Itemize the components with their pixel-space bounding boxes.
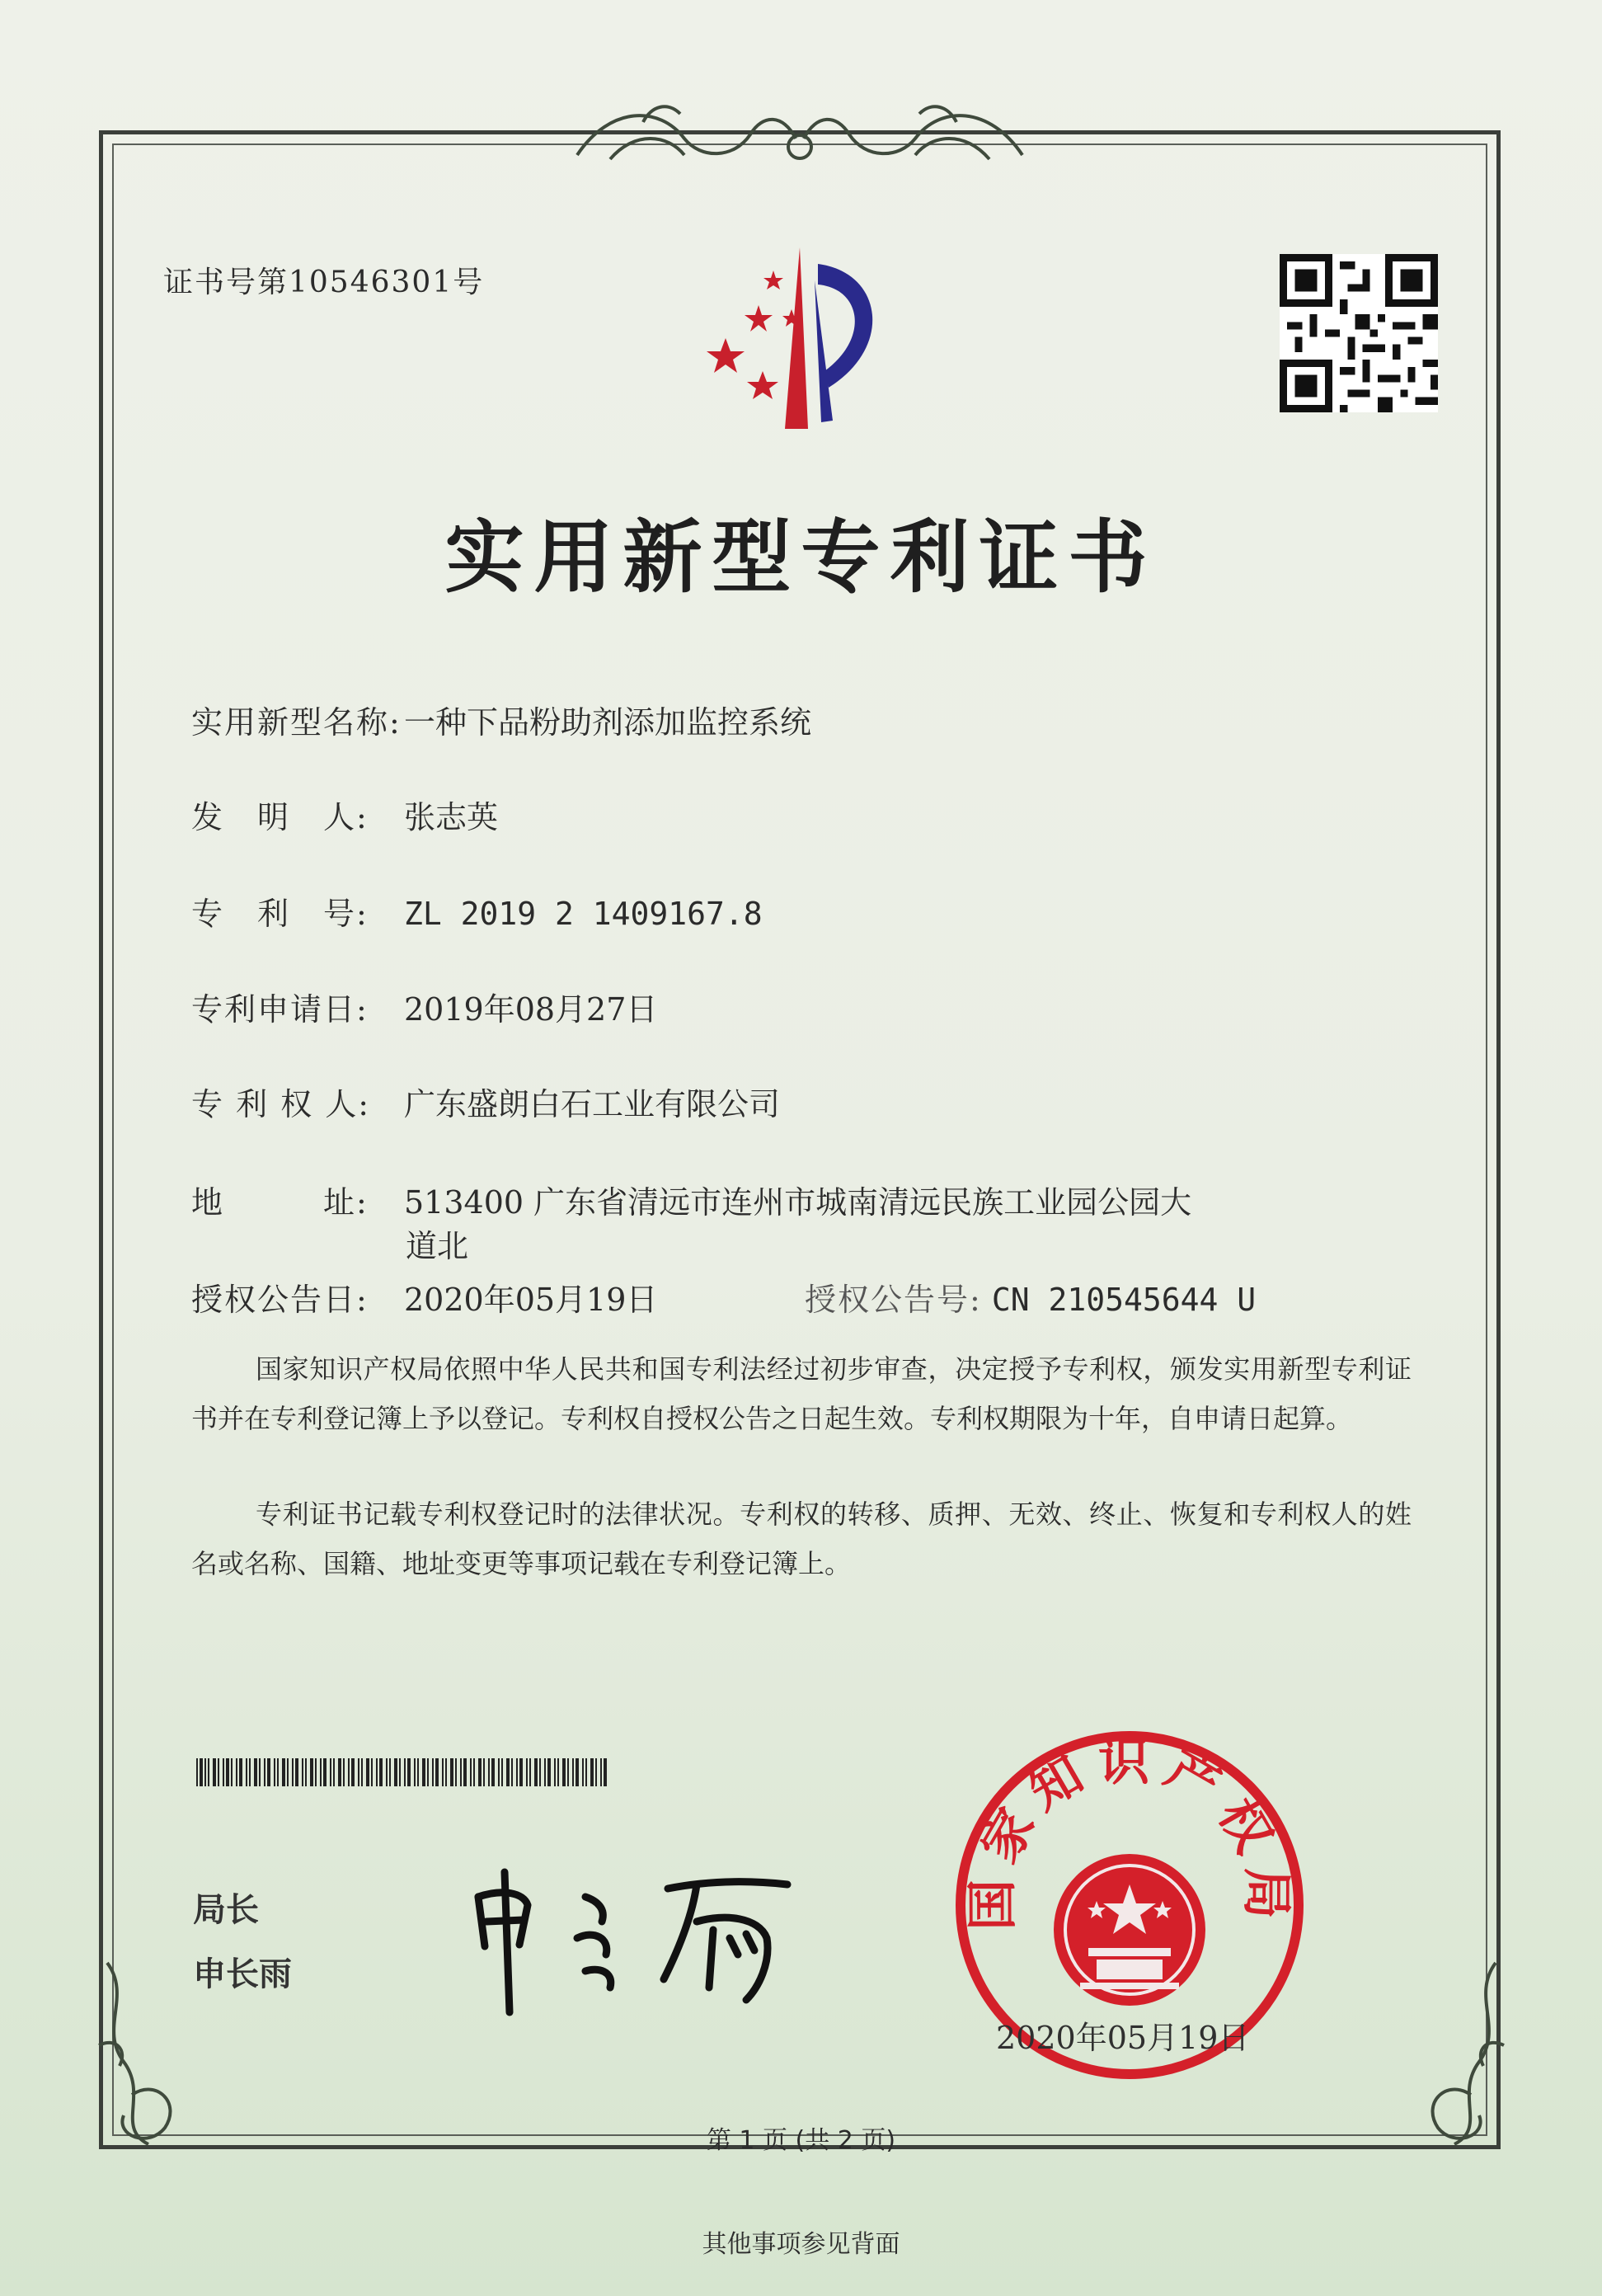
field-value: 513400 广东省清远市连州市城南清远民族工业园公园大 — [404, 1184, 1192, 1221]
field-grant-number — [805, 1274, 1256, 1320]
patent-office-emblem-icon — [676, 247, 923, 437]
field-label: 地 址: — [191, 1184, 369, 1221]
field-value: 2019年08月27日 — [404, 991, 658, 1028]
certificate-title: 实用新型专利证书 — [444, 510, 1158, 604]
director-name: 申长雨 — [193, 1955, 292, 1993]
field-label: 专利申请日: — [191, 991, 369, 1028]
field-patent-number — [191, 888, 763, 934]
ornament-top-icon — [561, 89, 1039, 172]
field-value: 张志英 — [404, 799, 499, 835]
body-paragraph-1: 国家知识产权局依照中华人民共和国专利法经过初步审查，决定授予专利权，颁发实用新型专利证书并在专利登记簿上予以登记。专利权自授权公告之日起生效。专利权期限为十年，自申请日起算。 — [191, 1353, 1412, 1434]
field-label: 授权公告号: — [805, 1282, 982, 1318]
qr-code-icon — [1280, 254, 1438, 412]
certificate-number: 证书号第10546301号 — [163, 266, 485, 299]
field-label: 授权公告日: — [191, 1282, 369, 1318]
field-value: 广东盛朗白石工业有限公司 — [404, 1086, 781, 1122]
field-value: ZL 2019 2 1409167.8 — [404, 896, 763, 932]
director-title: 局长 — [193, 1891, 259, 1929]
field-label: 专 利 权 人: — [191, 1086, 371, 1122]
seal-date: 2020年05月19日 — [996, 2020, 1250, 2056]
footer-note: 其他事项参见背面 — [702, 2230, 900, 2259]
field-label: 实用新型名称: — [191, 704, 402, 741]
field-inventor — [191, 792, 498, 837]
body-paragraph-2: 专利证书记载专利权登记时的法律状况。专利权的转移、质押、无效、终止、恢复和专利权人的姓名或名称、国籍、地址变更等事项记载在专利登记簿上。 — [191, 1499, 1412, 1579]
field-address-line2: 道北 — [406, 1228, 469, 1264]
field-value: 一种下品粉助剂添加监控系统 — [404, 704, 812, 741]
field-address — [191, 1177, 1191, 1222]
field-filing-date — [191, 984, 657, 1029]
field-patentee — [191, 1079, 780, 1124]
field-label: 专 利 号: — [191, 896, 369, 932]
seal-text: 国家知识产权局 — [961, 1731, 1298, 1931]
field-label: 发 明 人: — [191, 799, 369, 835]
page-indicator: 第 1 页 (共 2 页) — [706, 2126, 896, 2155]
field-value: CN 210545644 U — [991, 1282, 1257, 1318]
signature-icon — [462, 1847, 808, 2021]
field-grant-date — [191, 1274, 657, 1320]
field-utility-model-name — [191, 697, 811, 742]
barcode-icon — [196, 1758, 608, 1786]
field-value: 2020年05月19日 — [404, 1282, 658, 1318]
